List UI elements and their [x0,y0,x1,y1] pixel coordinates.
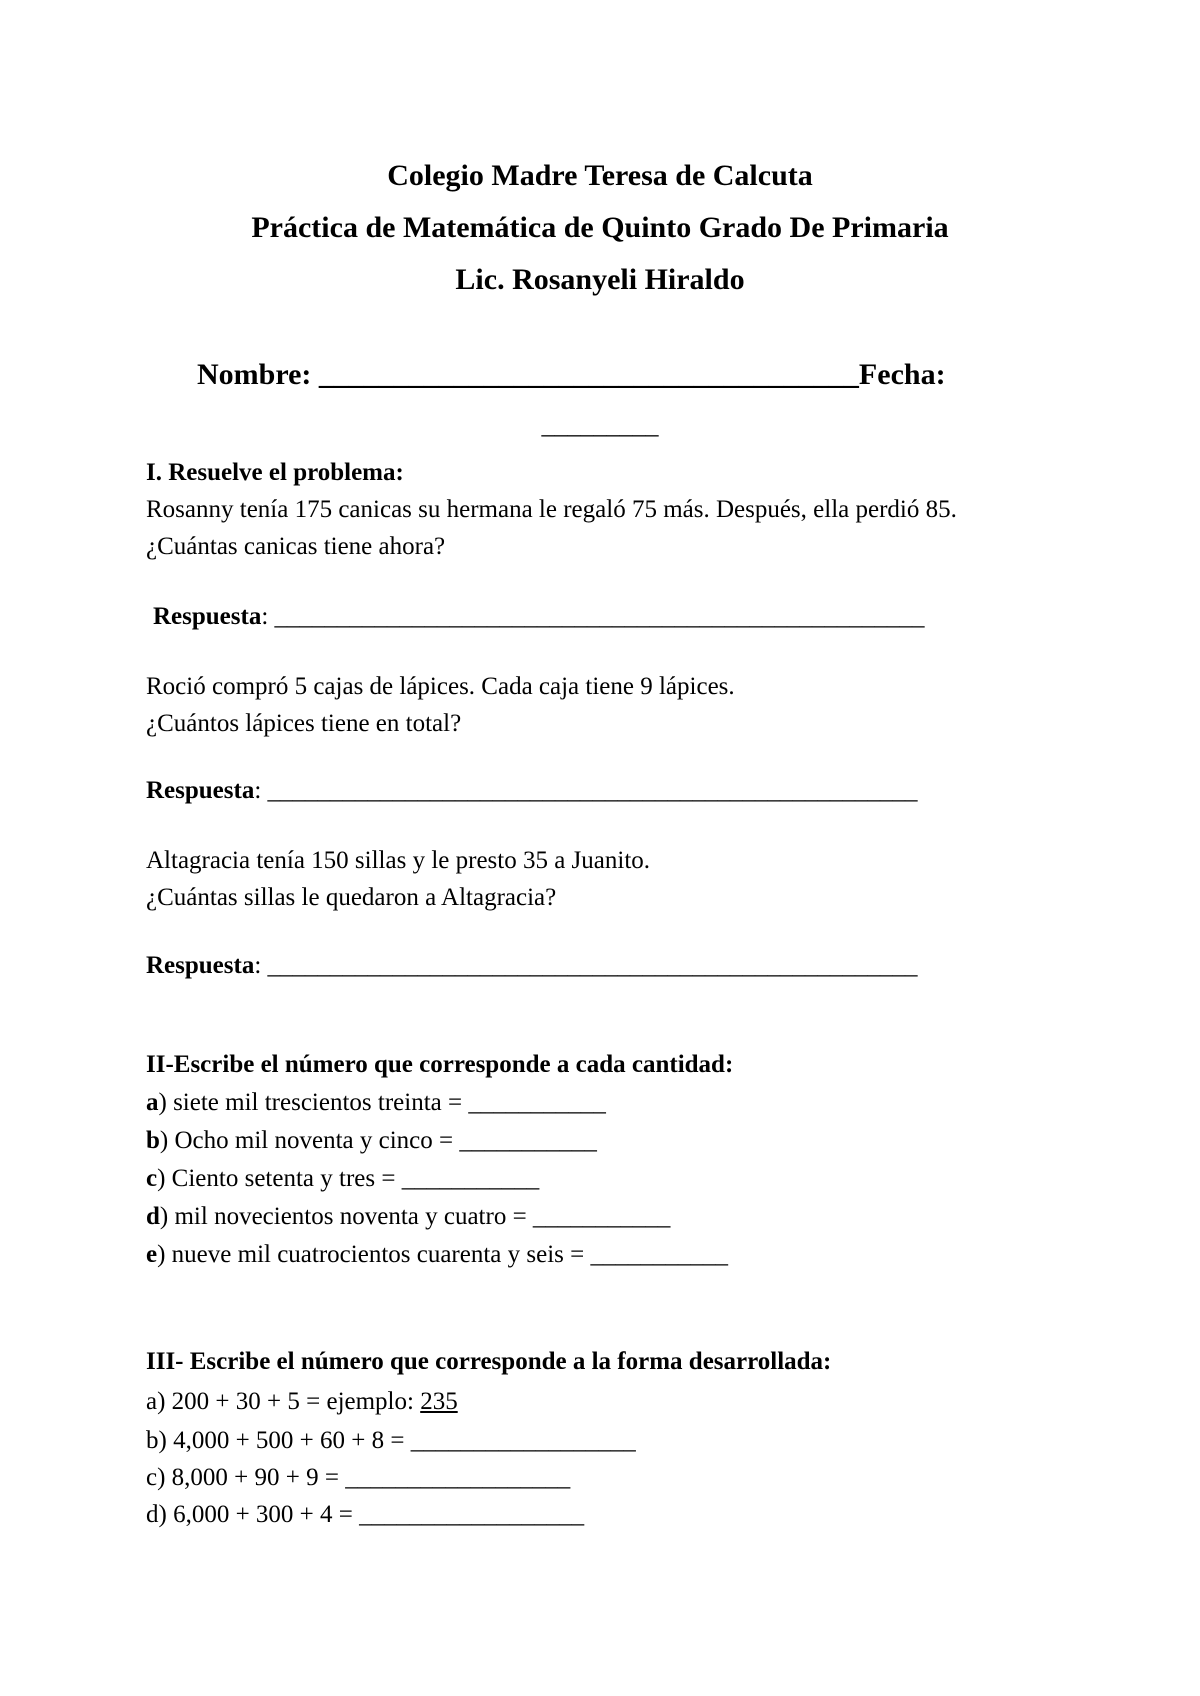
answer-label: Respuesta [146,777,255,804]
list-item: e) nueve mil cuatrocientos cuarenta y seis = ___________ [146,1241,728,1268]
school-name: Colegio Madre Teresa de Calcuta [387,159,813,192]
section-3 [146,1342,831,1533]
name-date-line [197,358,946,392]
answer-line-3 [146,947,918,984]
list-item: a) 200 + 30 + 5 = ejemplo: 235 [146,1388,458,1415]
problem-2 [146,668,735,742]
problem-3 [146,842,650,916]
section-1-heading: I. Resuelve el problema: [146,459,404,486]
date-blank-line [0,410,1200,440]
list-item: c) 8,000 + 90 + 9 = __________________ [146,1464,571,1491]
problem-2-question: ¿Cuántos lápices tiene en total? [146,710,462,737]
list-item: b) 4,000 + 500 + 60 + 8 = __________________ [146,1427,636,1454]
problem-2-text: Roció compró 5 cajas de lápices. Cada caja tiene 9 lápices. [146,673,735,700]
problem-1-question: ¿Cuántas canicas tiene ahora? [146,533,446,560]
date-label: Fecha: [858,358,946,391]
worksheet-title: Práctica de Matemática de Quinto Grado De Primaria [251,211,949,244]
answer-line-1 [153,598,925,635]
section-1 [146,454,957,565]
worksheet-header [0,150,1200,306]
answer-label: Respuesta [146,952,255,979]
problem-1-text: Rosanny tenía 175 canicas su hermana le regaló 75 más. Después, ella perdió 85. [146,496,957,523]
answer-label: Respuesta [153,603,262,630]
list-item: c) Ciento setenta y tres = ___________ [146,1165,540,1192]
answer-blank[interactable]: : ____________________________________________________ [261,603,925,630]
teacher-name: Lic. Rosanyeli Hiraldo [455,263,745,296]
name-label: Nombre: [197,358,312,391]
list-item: b) Ocho mil noventa y cinco = ___________ [146,1127,597,1154]
problem-3-text: Altagracia tenía 150 sillas y le presto 35 a Juanito. [146,847,651,874]
answer-blank[interactable]: : ____________________________________________________ [254,777,918,804]
section-2 [146,1046,733,1274]
problem-3-question: ¿Cuántas sillas le quedaron a Altagracia? [146,884,557,911]
section-2-heading: II-Escribe el número que corresponde a cada cantidad: [146,1051,734,1078]
answer-line-2 [146,772,918,809]
name-blank[interactable]: ____________________________________ [318,358,859,391]
list-item: d) 6,000 + 300 + 4 = __________________ [146,1501,585,1528]
answer-blank[interactable]: : ____________________________________________________ [254,952,918,979]
list-item: d) mil novecientos noventa y cuatro = ___________ [146,1203,671,1230]
list-item: a) siete mil trescientos treinta = ___________ [146,1089,606,1116]
date-blank[interactable]: _________ [541,410,659,439]
example-answer: 235 [420,1388,458,1415]
section-3-heading: III- Escribe el número que corresponde a la forma desarrollada: [146,1348,832,1375]
